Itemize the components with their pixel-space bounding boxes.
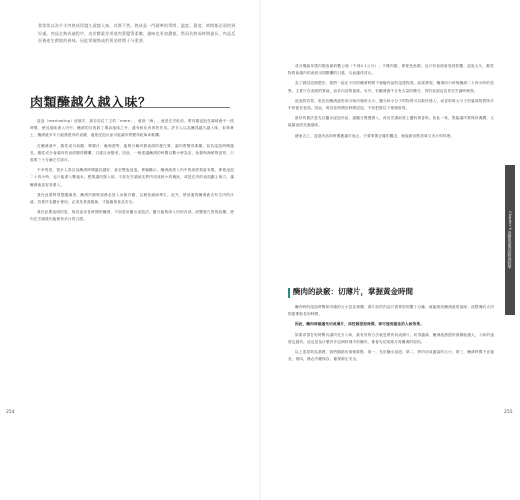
bold-paragraph: 因此，醃肉時建議先切成薄片，再控制浸泡時間，即可達到最佳的入味效果。 [295, 322, 424, 327]
right-body-bottom [288, 304, 494, 366]
paragraph: 我在此要特別提醒讀者，醃漬肉類時請務必放入冰箱冷藏，以避免細菌孳生。此外，使用過的醃漬液含有生肉的汁液，若要作為醬汁使用，必須先煮沸殺菌，才能確保食品安全。 [30, 192, 234, 205]
paragraph: 醃肉時的浸泡時間和肉塊的大小息息相關。薄片狀的肉品只需要短短數十分鐘，就能吸收醃漬液的風味；而整塊的大肉則需要較長的時間。 [288, 305, 494, 317]
right-page [260, 0, 520, 500]
subhead-accent-bar [288, 288, 290, 298]
paragraph: 最好的做法是先以鹽水浸泡肉品，讓鹽分慢慢滲入，再於烹調前塗上醬料與香料。如此一來，既能讓肉質保持濕潤，又能讓表面充滿風味。 [288, 116, 494, 128]
title-rule [30, 107, 230, 108]
page-number: 255 [504, 410, 513, 415]
intro-text: 我常常以為牛羊肉熟成得越久就越入味，其實不然。熟成是一門精準的學問，溫度、濕度、時間都必須恰到好處。肉品在熟成過程中，由於酵素作用使肉質變得柔嫩，風味也更加濃郁。然而若熟成時間過長，肉品反而會產生腐敗的異味，因此掌握熟成的黃金時間十分重要。 [38, 23, 236, 43]
paragraph: 為了測試這個想法，我們一起在不同的醃漬時間下檢驗肉品的浸透程度。結果發現，醃漬四小時與醃漬二十四小時的差異，主要只在表面的質地，而非內部的風味。另外，若醃漬液中含有大量的糖分，肉的表面也容易在烹調時燒焦。 [288, 81, 494, 93]
paragraph: 成分僅能穿透肉類表面約數公厘（不到0.1公分）。不僅肉類，即使是魚類，也只有表面會受到影響。浸泡太久，酸性物質會讓肉的表面出現糊爛的口感，反而適得其反。 [288, 64, 494, 76]
right-body-top [288, 63, 494, 143]
paragraph: 浸泡（marinating）這個字，源自於拉丁文的「mare」，意指「海」。就是在烹飪前，將肉類浸泡在調味液中一段時間，使其風味滲入肉中。醃漬的目的除了增添風味之外，還有軟化肉質的作用。許多人以為醃得越久越入味，但事實上，醃漬液多半只能滲透肉的表層，過度浸泡反而可能讓肉質變得乾柴或軟爛。 [30, 119, 234, 138]
paragraph: 我在此要說明的是，與其追求長時間的醃漬，不如善用鹽水浸泡法。鹽分能夠深入肉的內部，改變蛋白質的結構，使肉在烹調後仍能保持多汁的口感。 [30, 210, 234, 222]
page-number: 254 [6, 410, 15, 415]
paragraph: 如果希望在短時間內讓肉充分入味，最有效的方法就是將肉切成薄片。切得越薄，醃漬液滲透的面積就越大，入味的速度也越快。這也是為什麼許多亞洲料理中的醃肉，都會先切成薄片再醃漬的原因。 [288, 332, 494, 344]
paragraph: 在醃漬液中，酸性成分如醋、檸檬汁、葡萄酒等，能夠分解肉類表面的蛋白質，讓肉質變得柔嫩。但若浸泡時間過長，酸性成分會讓肉的表面變得糊爛，口感反而變差。因此，一般建議醃漬的時間以數小時為宜，魚類與海鮮則更短，只需要三十分鐘左右即可。 [30, 143, 234, 163]
chapter-side-tab: Chapter 5 肉類與禽肉的料理科學 [505, 165, 515, 315]
paragraph: 總而言之，浸泡肉品的時間應適可而止。只要掌握正確的觀念，就能做出既美味又多汁的料理。 [295, 133, 455, 138]
section-subhead: 醃肉的訣竅：切薄片，掌握黃金時間 [293, 287, 413, 296]
paragraph: 不幸的是，很多人誤以為醃漬時間越長越好，甚至整夜浸泡。實驗顯示，醃漬液滲入肉中的深度相當有限，即使浸泡二十四小時，也只能滲入數毫米。想要讓肉類入味，不如在烹調前先將肉切成較小的塊狀，或是在肉的表面劃上幾刀，讓醃漬液更容易滲入。 [30, 168, 234, 187]
left-body [30, 118, 234, 227]
page-title: 肉類醃越久越入味？ [30, 96, 152, 111]
paragraph: 浸泡的效果，取決於醃漬液的成分與肉塊的大小。鹽分和小分子的物質可以較快滲入，而香料與大分子的風味物質則多半停留在表面。因此，與其花時間長時間浸泡，不如把握以下幾個原則。 [288, 98, 494, 111]
paragraph: 以上述原則為基礎，我們歸納出幾個要點：第一，先用鹽水浸泡；第二，將肉切成適當的大小；第三，醃漬時間不宜過長；第四，務必冷藏保存，確保衛生安全。 [288, 350, 494, 362]
